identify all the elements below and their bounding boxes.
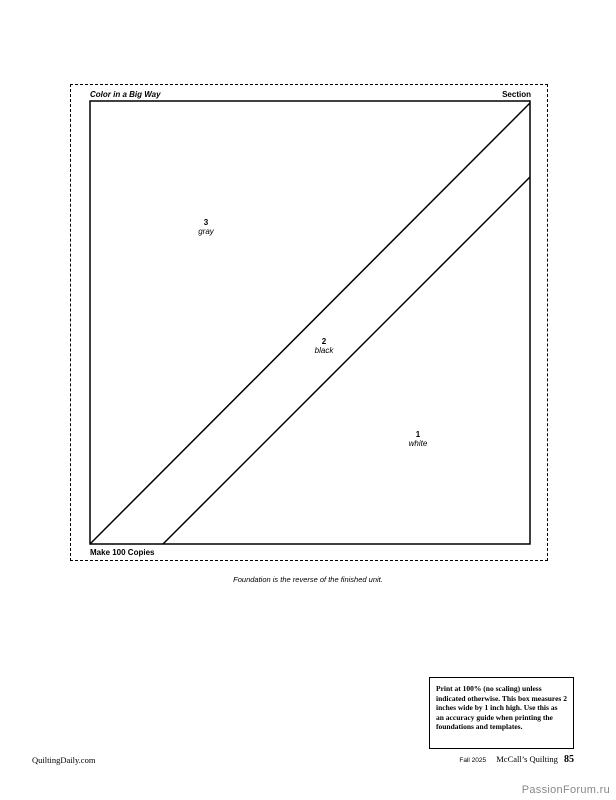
pattern-title: Color in a Big Way: [90, 90, 161, 99]
piece-3-label: [198, 218, 214, 236]
copies-label: Make 100 Copies: [90, 548, 155, 557]
print-scale-box: [429, 677, 574, 749]
foundation-caption: Foundation is the reverse of the finished unit.: [233, 575, 383, 584]
piece-1-label: [409, 430, 428, 448]
piece-2-color: black: [314, 346, 334, 355]
piece-1-color: white: [408, 439, 428, 448]
piece-1-number: 1: [415, 430, 421, 439]
page-number: 85: [564, 754, 574, 765]
watermark-text: PassionForum.ru: [521, 784, 610, 796]
piece-3-color: gray: [198, 227, 214, 236]
section-label: Section: [502, 90, 531, 99]
footer-magazine: McCall’s Quilting: [496, 754, 558, 764]
piece-2-label: [315, 337, 334, 355]
seam-line-upper: [90, 103, 530, 544]
footer-website: QuiltingDaily.com: [32, 755, 96, 765]
piece-2-number: 2: [321, 337, 327, 346]
footer-issue: Fall 2025: [459, 757, 487, 764]
print-scale-text: Print at 100% (no scaling) unless indicated otherwise. This box measures 2 inches wide by 1 inch high. Use this as an accuracy guide when printing the foundations and templates.: [436, 684, 567, 731]
seam-line-lower: [163, 177, 530, 544]
footer-folio: [459, 754, 574, 765]
piece-3-number: 3: [203, 218, 209, 227]
